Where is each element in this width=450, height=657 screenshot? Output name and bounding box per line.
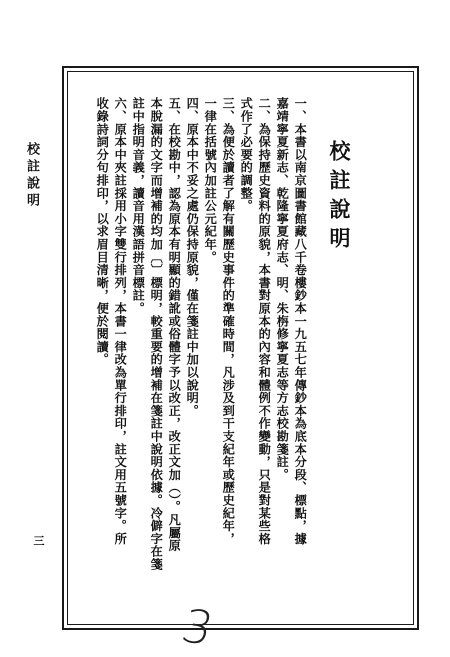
text-column-10: 註中指明音義，讀音用漢語拼音標註。 <box>131 97 146 315</box>
text-column-12: 收錄詩詞分句排印，以求眉目清晰，便於閱讀。 <box>95 97 110 366</box>
text-column-4: 式作了必要的調整。 <box>239 97 254 213</box>
handwritten-page-mark: 3 <box>176 598 219 656</box>
text-column-1: 一、本書以南京圖書館藏八千卷樓鈔本一九五七年傳鈔本為底本分段、標點，據 <box>293 97 308 545</box>
text-column-6: 一律在括號內加註公元紀年。 <box>203 97 218 264</box>
text-column-7: 四、原本中不妥之處仍保持原貌，僅在箋註中加以說明。 <box>185 97 200 417</box>
text-column-9: 本脫漏的文字而增補的均加〔〕標明，較重要的增補在箋註中說明依據。冷僻字在箋 <box>149 97 164 571</box>
text-column-2: 嘉靖寧夏新志、乾隆寧夏府志、明、朱栴修寧夏志等方志校勘箋註。 <box>275 97 290 481</box>
text-column-11: 六、原本中夾註採用小字雙行排列，本書一律改為單行排印，註文用五號字。所 <box>113 97 128 545</box>
section-title: 校註說明 <box>327 140 352 256</box>
margin-title: 校註說明 <box>24 142 39 210</box>
text-column-3: 二、為保持歷史資料的原貌，本書對原本的內容和體例不作變動，只是對某些格 <box>257 97 272 545</box>
page-number: 三 <box>32 535 45 546</box>
text-column-8: 五、在校勘中，認為原本有明顯的錯訛或俗體字予以改正，改正文加（）。凡屬原 <box>167 97 182 552</box>
text-column-5: 三、為便於讀者了解有關歷史事件的準確時間，凡涉及到干支紀年或歷史紀年， <box>221 97 236 545</box>
